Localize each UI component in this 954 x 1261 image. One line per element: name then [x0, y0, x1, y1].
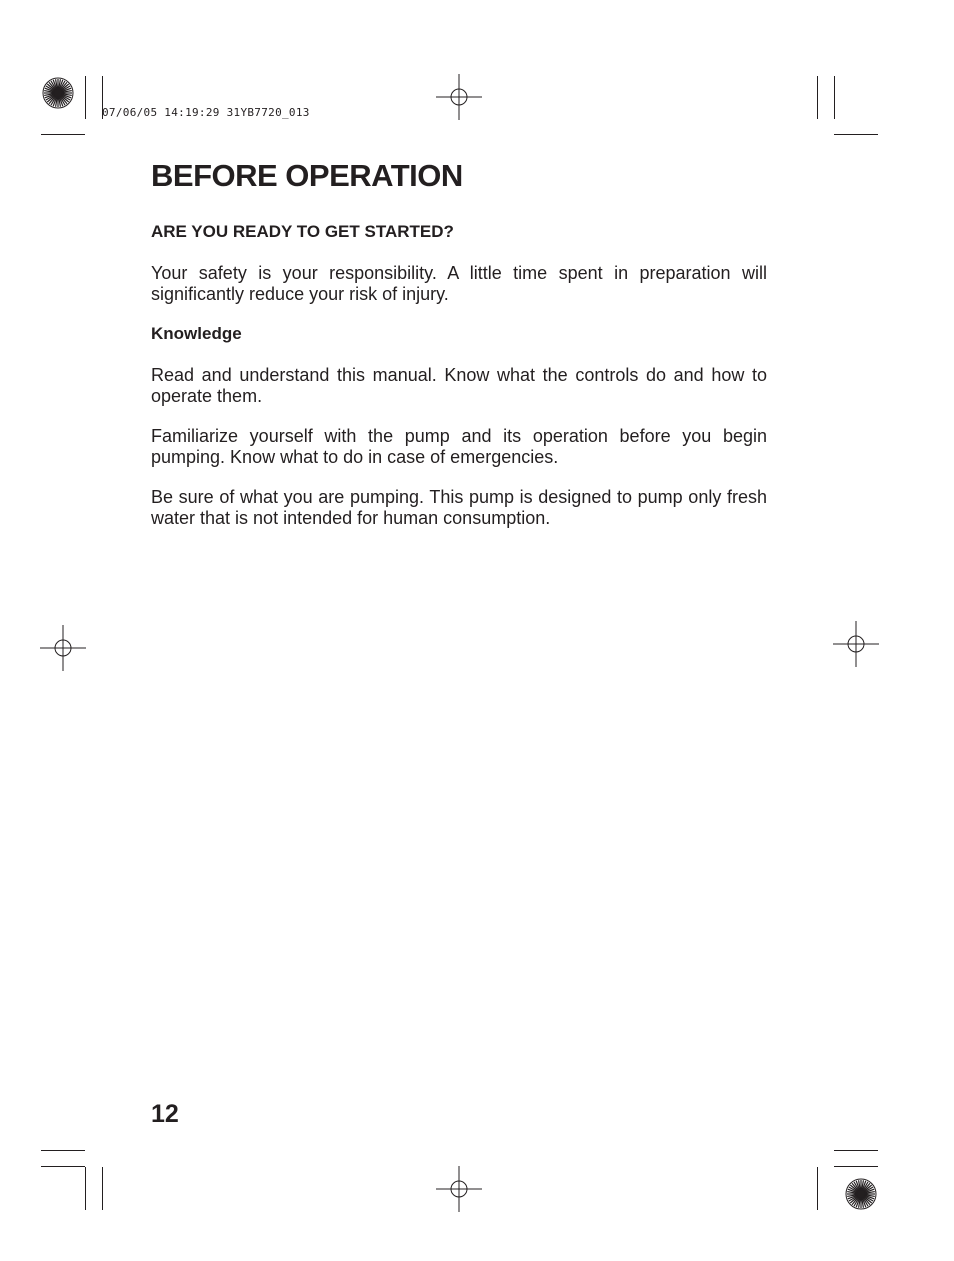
crop-mark [834, 1166, 878, 1167]
subheading-knowledge: Knowledge [151, 324, 242, 343]
crop-mark [834, 1150, 878, 1151]
crosshair-registration-icon [436, 1166, 482, 1212]
crop-mark [834, 134, 878, 135]
intro-paragraph: Your safety is your responsibility. A little time spent in preparation will significantly reduce your risk of injury. [151, 263, 767, 304]
crosshair-registration-icon [40, 625, 86, 671]
crosshair-registration-icon [833, 621, 879, 667]
crop-mark [817, 1167, 818, 1210]
crop-mark [102, 1167, 103, 1210]
crop-mark [85, 1167, 86, 1210]
crop-mark [41, 1166, 85, 1167]
print-info: 07/06/05 14:19:29 31YB7720_013 [102, 106, 310, 119]
crop-mark [834, 76, 835, 119]
page-title: BEFORE OPERATION [151, 158, 463, 193]
starburst-registration-icon [42, 77, 74, 109]
section-title: ARE YOU READY TO GET STARTED? [151, 222, 454, 241]
crop-mark [41, 1150, 85, 1151]
paragraph: Read and understand this manual. Know what the controls do and how to operate them. [151, 365, 767, 406]
crosshair-registration-icon [436, 74, 482, 120]
crop-mark [41, 134, 85, 135]
crop-mark [85, 76, 86, 119]
crop-mark [817, 76, 818, 119]
paragraph: Be sure of what you are pumping. This pump is designed to pump only fresh water that is not intended for human consumption. [151, 487, 767, 528]
page-number: 12 [151, 1100, 179, 1128]
paragraph: Familiarize yourself with the pump and its operation before you begin pumping. Know what to do in case of emergencies. [151, 426, 767, 467]
starburst-registration-icon [845, 1178, 877, 1210]
